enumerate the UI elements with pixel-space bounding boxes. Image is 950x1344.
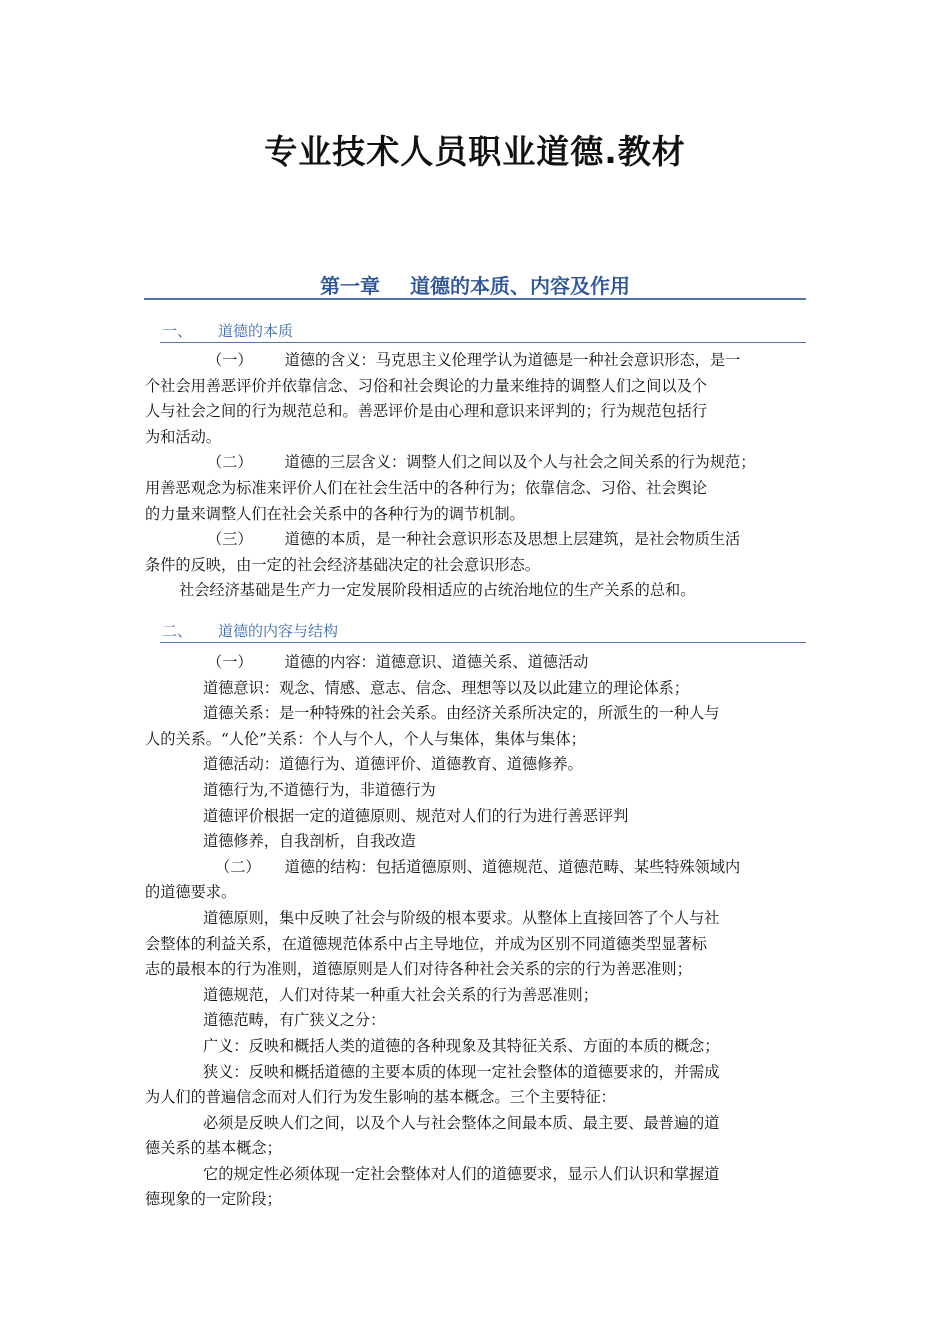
paragraph-line: 道德规范，人们对待某一种重大社会关系的行为善恶准则； xyxy=(203,985,598,1004)
section-title: 道德的本质 xyxy=(218,322,294,340)
section-heading-1 xyxy=(160,318,806,343)
chapter-title: 道德的本质、内容及作用 xyxy=(410,274,630,298)
paragraph-line: 道德范畴，有广狭义之分： xyxy=(203,1011,386,1030)
paragraph-line: 德现象的一定阶段； xyxy=(145,1190,282,1209)
paragraph-line: （三） 道德的本质，是一种社会意识形态及思想上层建筑，是社会物质生活 xyxy=(207,530,741,549)
paragraph-line: 会整体的利益关系，在道德规范体系中占主导地位，并成为区别不同道德类型显著标 xyxy=(145,934,707,953)
paragraph-line: 为和活动。 xyxy=(145,427,221,446)
paragraph-line: 道德评价根据一定的道德原则、规范对人们的行为进行善恶评判 xyxy=(203,806,629,825)
section-1-body xyxy=(145,348,807,604)
section-heading-2 xyxy=(160,618,806,643)
section-number: 一、 xyxy=(162,322,193,340)
list-marker: （一） xyxy=(207,351,253,369)
paragraph-line: 必须是反映人们之间，以及个人与社会整体之间最本质、最主要、最普遍的道 xyxy=(203,1113,720,1132)
paragraph-line: 个社会用善恶评价并依靠信念、习俗和社会舆论的力量来维持的调整人们之间以及个 xyxy=(145,376,707,395)
paragraph-line: （二） 道德的三层含义：调整人们之间以及个人与社会之间关系的行为规范； xyxy=(207,453,756,472)
paragraph-line: 道德原则，集中反映了社会与阶级的根本要求。从整体上直接回答了个人与社 xyxy=(203,908,720,927)
paragraph-line: 道德行为,不道德行为，非道德行为 xyxy=(203,780,436,799)
paragraph-line: 人与社会之间的行为规范总和。善恶评价是由心理和意识来评判的；行为规范包括行 xyxy=(145,402,707,421)
paragraph-line: 狭义：反映和概括道德的主要本质的体现一定社会整体的道德要求的，并需成 xyxy=(203,1062,720,1081)
paragraph-line: 为人们的普遍信念而对人们行为发生影响的基本概念。三个主要特征： xyxy=(145,1088,616,1107)
paragraph-line: 社会经济基础是生产力一定发展阶段相适应的占统治地位的生产关系的总和。 xyxy=(179,581,696,600)
list-marker: （三） xyxy=(207,530,253,549)
list-marker: （二） xyxy=(207,453,253,472)
paragraph-line: 志的最根本的行为准则，道德原则是人们对待各种社会关系的宗的行为善恶准则； xyxy=(145,960,692,979)
paragraph-line: 道德关系：是一种特殊的社会关系。由经济关系所决定的，所派生的一种人与 xyxy=(203,704,720,723)
chapter-heading xyxy=(144,270,806,300)
document-title: 专业技术人员职业道德.教材 xyxy=(264,132,686,171)
paragraph-line: （一） 道德的含义：马克思主义伦理学认为道德是一种社会意识形态，是一 xyxy=(207,351,741,369)
paragraph-line: 的力量来调整人们在社会关系中的各种行为的调节机制。 xyxy=(145,504,525,523)
section-title: 道德的内容与结构 xyxy=(218,622,339,640)
section-2-body xyxy=(145,650,807,1213)
paragraph-line: 道德修养，自我剖析，自我改造 xyxy=(203,832,416,851)
list-marker: （二） xyxy=(215,857,261,876)
paragraph-line: 的道德要求。 xyxy=(145,883,237,902)
paragraph-line: 广义：反映和概括人类的道德的各种现象及其特征关系、方面的本质的概念； xyxy=(203,1036,720,1055)
paragraph-line: 人的关系。“人伦”关系：个人与个人，个人与集体，集体与集体； xyxy=(145,729,586,748)
paragraph-line: 德关系的基本概念； xyxy=(145,1139,282,1158)
paragraph-line: 道德意识：观念、情感、意志、信念、理想等以及以此建立的理论体系； xyxy=(203,678,689,697)
paragraph-line: 它的规定性必须体现一定社会整体对人们的道德要求，显示人们认识和掌握道 xyxy=(203,1164,720,1183)
paragraph-line: （一） 道德的内容：道德意识、道德关系、道德活动 xyxy=(207,653,589,671)
section-number: 二、 xyxy=(162,622,193,640)
paragraph-line: （二） 道德的结构：包括道德原则、道德规范、道德范畴、某些特殊领域内 xyxy=(215,857,741,876)
list-marker: （一） xyxy=(207,653,253,671)
paragraph-line: 用善恶观念为标准来评价人们在社会生活中的各种行为；依靠信念、习俗、社会舆论 xyxy=(145,478,707,497)
paragraph-line: 条件的反映，由一定的社会经济基础决定的社会意识形态。 xyxy=(145,555,540,574)
paragraph-line: 道德活动：道德行为、道德评价、道德教育、道德修养。 xyxy=(203,755,583,774)
chapter-number: 第一章 xyxy=(320,274,380,298)
